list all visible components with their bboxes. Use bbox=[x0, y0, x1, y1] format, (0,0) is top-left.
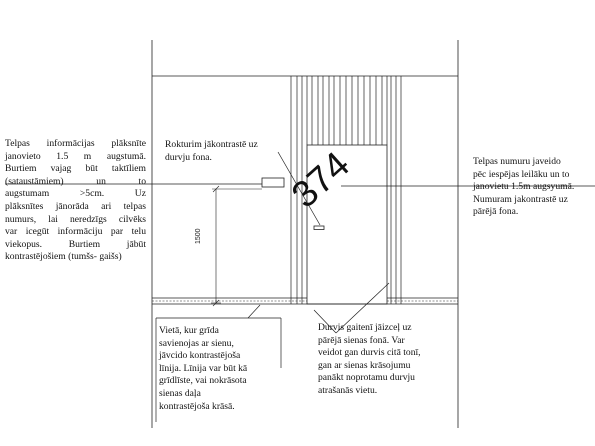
note-line: Telpas numuru javeido bbox=[473, 156, 561, 167]
note-line: plāksnītes jānorāda ari telpas bbox=[5, 200, 146, 212]
note-line: savienojas ar sienu, bbox=[159, 337, 234, 349]
floor-line-note bbox=[159, 325, 279, 413]
note-line: augstumam >5cm. Uz bbox=[5, 188, 146, 200]
note-line: Numuram jakontrastē uz bbox=[473, 193, 568, 205]
note-line: panākt noprotamu durvju bbox=[318, 372, 415, 384]
info-plate-note bbox=[5, 138, 146, 264]
note-line: pēc iespējas leilāku un to bbox=[473, 168, 570, 180]
room-number-note bbox=[473, 156, 593, 219]
dimension-1500 bbox=[211, 186, 262, 306]
room-number-sign: 374 bbox=[283, 143, 358, 216]
note-line: janovietu 1.5m augsyumā. bbox=[473, 181, 575, 193]
note-line: Vietā, kur grīda bbox=[159, 325, 219, 336]
note-line: atrašanās vietu. bbox=[318, 384, 378, 396]
note-line: kontrastējošiem (tumšs- gaišs) bbox=[5, 251, 122, 263]
note-line: kontrastējoša krāsā. bbox=[159, 400, 235, 412]
handle-note bbox=[165, 139, 285, 164]
note-line: Rokturim jākontrastē uz bbox=[165, 139, 258, 150]
note-line: durvju fona. bbox=[165, 151, 212, 163]
note-line: pārējā fona. bbox=[473, 206, 519, 218]
note-line: viekopus. Burtiem jābūt bbox=[5, 238, 146, 250]
dimension-label: 1500 bbox=[195, 228, 202, 244]
note-line: pārējā sienas fonā. Var bbox=[318, 334, 405, 346]
note-line: veidot gan durvis citā tonī, bbox=[318, 347, 421, 359]
note-line: numurs, lai neredzīgs cilvēks bbox=[5, 213, 146, 225]
note-line: Durvis gaitenī jāizceļ uz bbox=[318, 322, 412, 333]
door-frame-note bbox=[318, 322, 458, 398]
note-line: janovieto 1.5 m augstumā. bbox=[5, 150, 146, 162]
note-line: līnija. Līnija var būt kā bbox=[159, 362, 248, 374]
info-plate bbox=[262, 178, 284, 187]
note-line: gan ar sienas krāsojumu bbox=[318, 359, 411, 371]
note-line: var icegūt informāciju par telu bbox=[5, 226, 146, 238]
floor-skirting bbox=[152, 298, 458, 304]
note-line: jāvcido kontrastējoša bbox=[159, 350, 241, 362]
note-line: Burtiem vajag būt taktīliem bbox=[5, 163, 146, 175]
note-line: Telpas informācijas plāksnīte bbox=[5, 138, 146, 149]
note-line: sienas daļa bbox=[159, 387, 201, 399]
note-line: grīdlīste, vai nokrāsota bbox=[159, 375, 247, 387]
note-line: (sataustāmiem) un to bbox=[5, 175, 146, 187]
